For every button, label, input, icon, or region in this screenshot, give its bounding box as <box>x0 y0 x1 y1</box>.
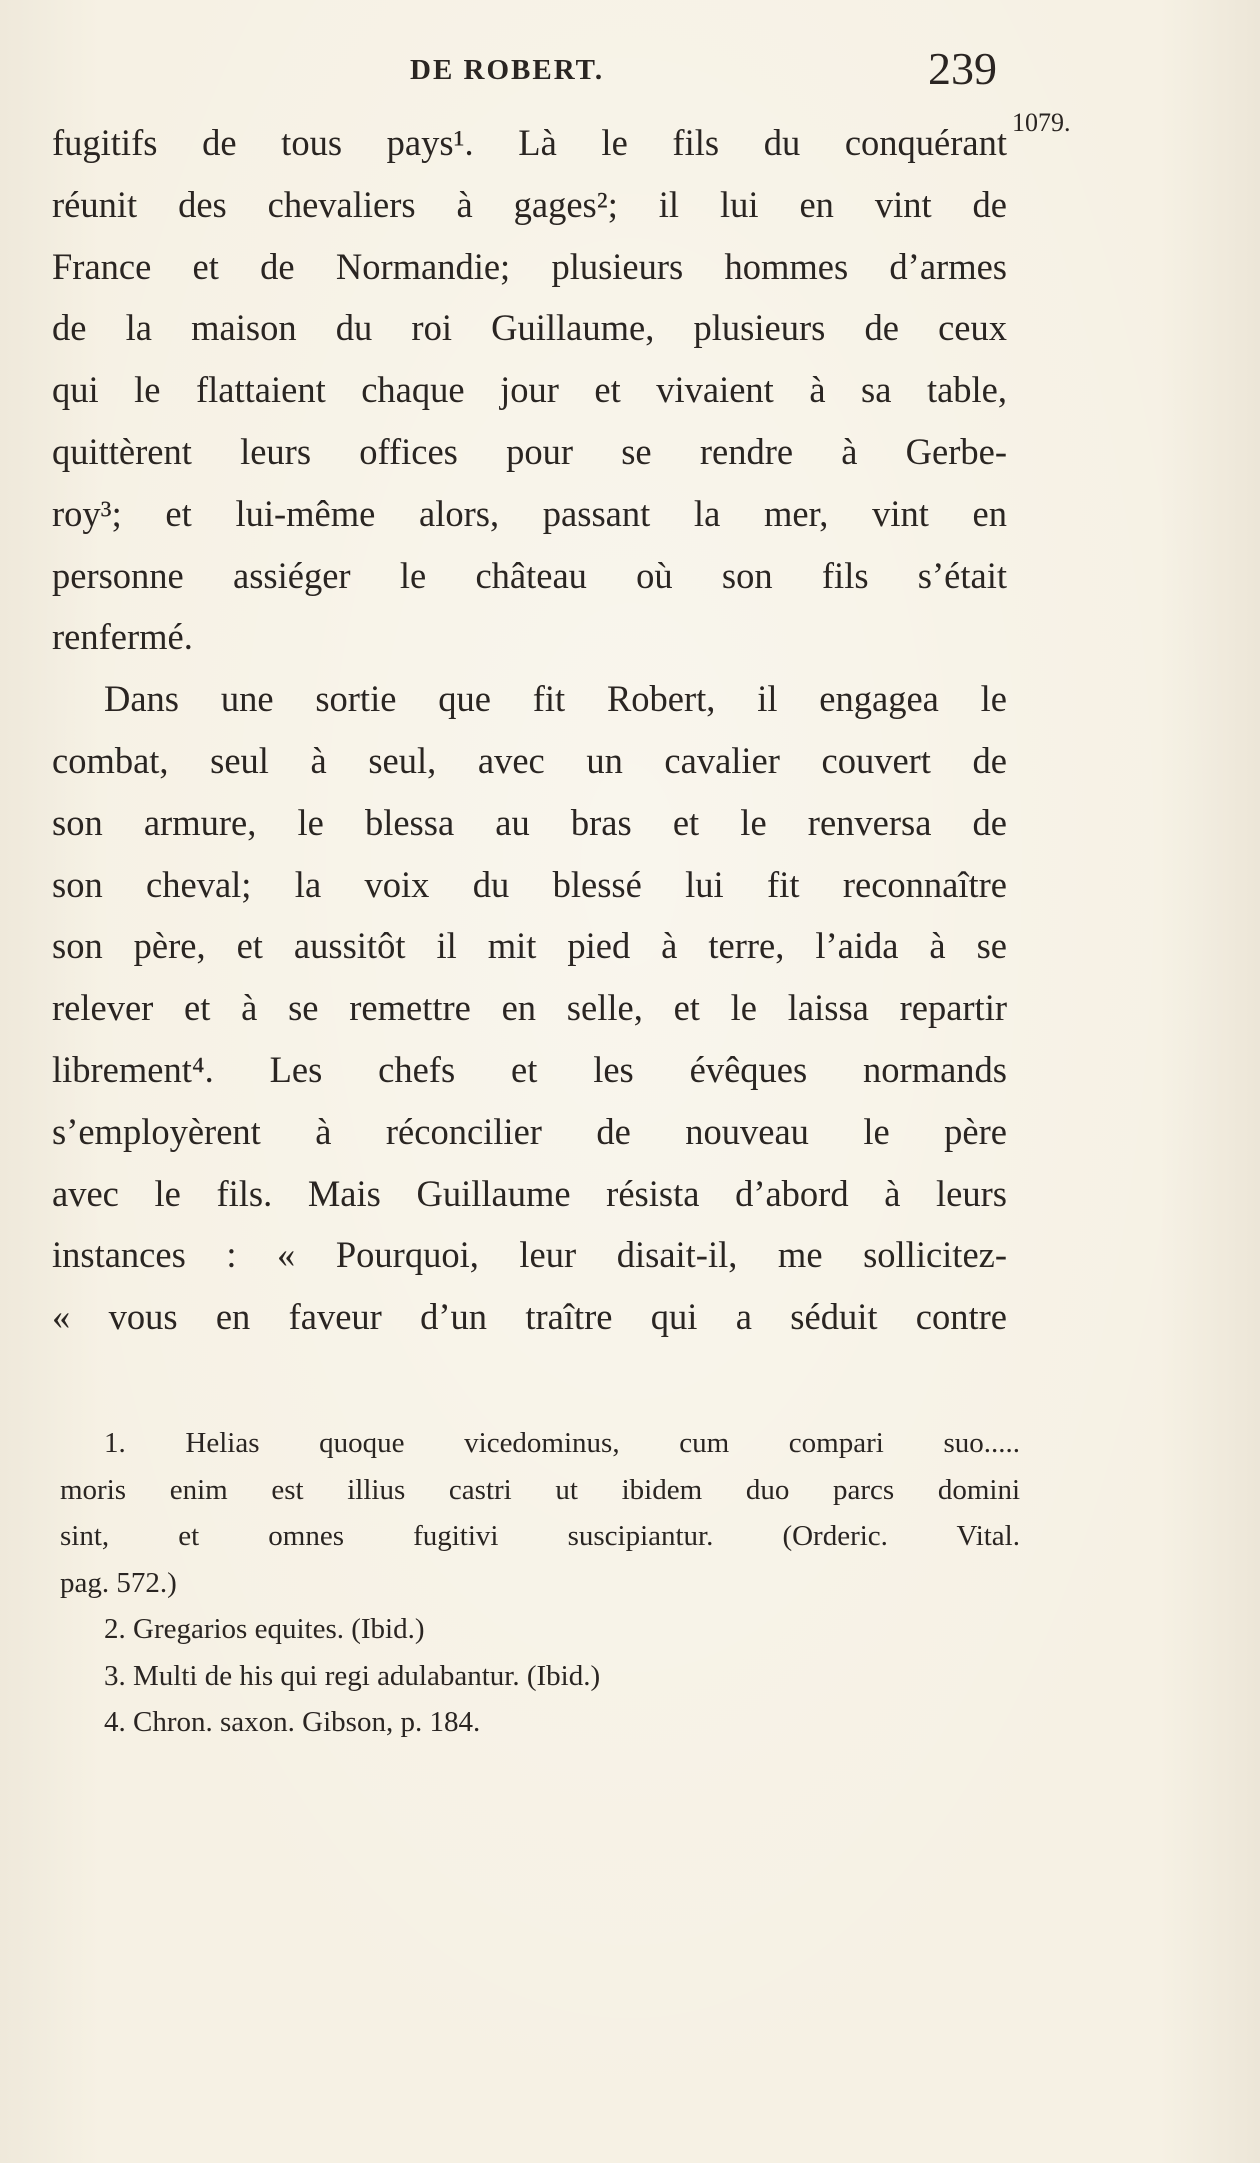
footnote-line: 3. Multi de his qui regi adulabantur. (Ibid.) <box>104 1659 601 1692</box>
text-line: réunit des chevaliers à gages²; il lui en vint de <box>52 183 1007 225</box>
text-line: renfermé. <box>52 616 193 658</box>
footnote-line: sint, et omnes fugitivi suscipiantur. (Orderic. Vital. <box>60 1520 1020 1552</box>
footnote-line: moris enim est illius castri ut ibidem duo parcs domini <box>60 1473 1020 1506</box>
footnote-line: 2. Gregarios equites. (Ibid.) <box>104 1613 425 1645</box>
text-line: relever et à se remettre en selle, et le laissa repartir <box>52 987 1007 1029</box>
text-line: son armure, le blessa au bras et le renversa de <box>52 801 1007 843</box>
text-line: s’employèrent à réconcilier de nouveau le père <box>52 1110 1007 1152</box>
text-line: avec le fils. Mais Guillaume résista d’abord à leurs <box>52 1172 1007 1214</box>
text-line: son cheval; la voix du blessé lui fit reconnaître <box>52 863 1007 905</box>
text-line: France et de Normandie; plusieurs hommes d’armes <box>52 245 1007 287</box>
margin-year: 1079. <box>1012 108 1071 137</box>
text-line: qui le flattaient chaque jour et vivaient à sa table, <box>52 369 1007 411</box>
text-line: combat, seul à seul, avec un cavalier couvert de <box>52 739 1007 781</box>
running-head: DE ROBERT. <box>410 54 605 86</box>
footnotes <box>60 1420 1020 1746</box>
footnote-line: 4. Chron. saxon. Gibson, p. 184. <box>104 1706 481 1738</box>
text-line: librement⁴. Les chefs et les évêques normands <box>52 1048 1007 1090</box>
footnote-line: 1. Helias quoque vicedominus, cum compari suo..... <box>104 1427 1020 1459</box>
text-line: roy³; et lui-même alors, passant la mer, vint en <box>52 492 1007 534</box>
text-line: instances : « Pourquoi, leur disait-il, me sollicitez- <box>52 1234 1007 1276</box>
text-line: Dans une sortie que fit Robert, il engagea le <box>104 678 1007 720</box>
footnote-line: pag. 572.) <box>60 1566 177 1599</box>
text-line: de la maison du roi Guillaume, plusieurs de ceux <box>52 307 1007 349</box>
text-line: « vous en faveur d’un traître qui a séduit contre <box>52 1296 1007 1338</box>
text-line: personne assiéger le château où son fils s’était <box>52 554 1007 596</box>
main-text <box>52 112 1007 1348</box>
text-line: son père, et aussitôt il mit pied à terre, l’aida à se <box>52 925 1007 967</box>
text-line: fugitifs de tous pays¹. Là le fils du conquérant <box>52 122 1007 163</box>
page-number: 239 <box>928 43 997 94</box>
text-line: quittèrent leurs offices pour se rendre à Gerbe- <box>52 430 1007 472</box>
